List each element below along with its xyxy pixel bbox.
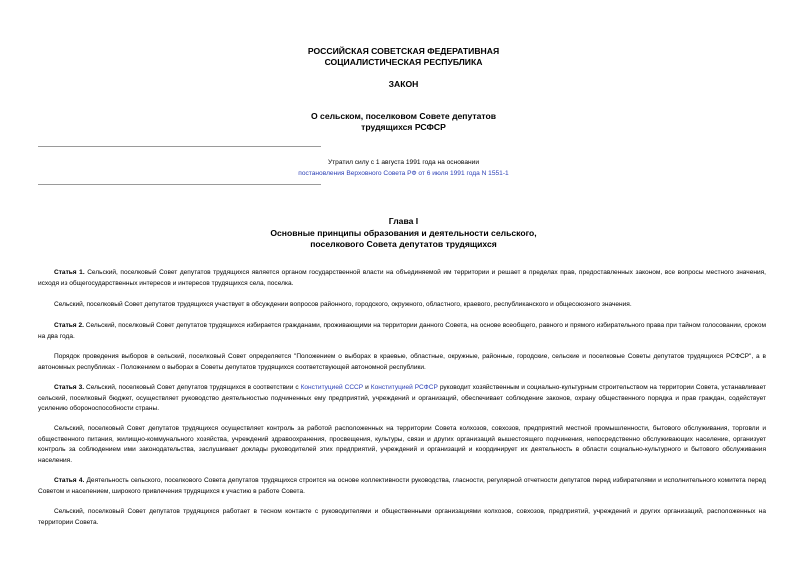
article-4-paragraph [38,476,766,497]
header-line-1: РОССИЙСКАЯ СОВЕТСКАЯ ФЕДЕРАТИВНАЯ [307,46,500,56]
article-3-paragraph-2: Сельский, поселковый Совет депутатов трудящихся осуществляет контроль за работой расположенных на территории Совета колхозов, совхозов, предприятий местной промышленности, бытового обслуживания, торговли и общественного питания, жилищно-коммунального хозяйства, учреждений здравоохранения, просвещения, культуры, связи и других организаций вышестоящего подчинения, непосредственно обслуживающих население, организует контроль за соблюдением ими законодательства, заслушивает доклады руководителей этих предприятий, учреждений и организаций и координирует их деятельность в области социально-культурного и бытового обслуживания населения. [38,425,766,464]
article-2-paragraph [38,321,766,342]
chapter-title-line-2: поселкового Совета депутатов трудящихся [310,239,497,249]
chapter-number: Глава I [388,216,419,226]
header-line-2: СОЦИАЛИСТИЧЕСКАЯ РЕСПУБЛИКА [324,57,483,67]
divider-bottom [38,184,321,185]
article-4-paragraph-2: Сельский, поселковый Совет депутатов трудящихся работает в тесном контакте с руководителями и общественными организациями колхозов, совхозов, предприятий, учреждений и других организаций, расположенных на территории Совета. [38,508,766,526]
ussr-constitution-link[interactable]: Конституцией СССР [300,384,364,391]
article-3-label: Статья 3. [54,384,85,391]
divider-top [38,146,321,147]
article-1-paragraph [38,268,766,289]
article-1-paragraph-2: Сельский, поселковый Совет депутатов трудящихся участвует в обсуждении вопросов районного, городского, окружного, областного, краевого, республиканского и общесоюзного значения. [54,301,632,308]
law-title-line-2: трудящихся РСФСР [361,122,446,132]
repeal-decree-link[interactable]: постановления Верховного Совета РФ от 6 июля 1991 года N 1551-1 [298,170,509,177]
article-1-text: Сельский, поселковый Совет депутатов трудящихся является органом государственной власти на объединяемой им территории и решает в пределах прав, предоставленных законом, все вопросы местного значения, исходя из общегосударственных интересов и интересов трудящихся села, поселка. [38,269,766,287]
article-4-label: Статья 4. [54,477,85,484]
law-title-line-1: О сельском, поселковом Совете депутатов [310,111,497,121]
rsfsr-constitution-link[interactable]: Конституцией РСФСР [370,384,438,391]
article-2-label: Статья 2. [54,322,84,329]
article-2-paragraph-2: Порядок проведения выборов в сельский, поселковый Совет определяется "Положением о выборах в краевые, областные, окружные, районные, городские, сельские и поселковые Советы депутатов трудящихся РСФСР", а в автономных республиках - Положением о выборах в Советы депутатов трудящихся соответствующей автономной республики. [38,353,766,371]
document-type: ЗАКОН [388,79,419,89]
article-3-text-b: руководит хозяйственным и социально-культурным строительством на территории Совета, устанавливает сельский, поселковый бюджет, осуществляет руководство деятельностью подчиненных ему предприятий, учреждений и организаций, обеспечивает соблюдение законов, охрану общественного порядка и прав граждан, содействует усилению обороноспособности страны. [38,384,766,413]
article-3-text-a: Сельский, поселковый Совет депутатов трудящихся в соответствии с [84,384,301,391]
article-4-text: Деятельность сельского, поселкового Совета депутатов трудящихся строится на основе коллективности руководства, гласности, регулярной отчетности депутатов перед избирателями и исполнительного комитета перед Советом и населением, широкого привлечения трудящихся к участию в работе Совета. [38,477,767,495]
article-1-label: Статья 1. [54,269,85,276]
status-note: Утратил силу с 1 августа 1991 года на основании [327,159,480,166]
article-3-paragraph [38,383,766,415]
article-3-conjunction: и [363,384,371,391]
article-2-text: Сельский, поселковый Совет депутатов трудящихся избирается гражданами, проживающими на территории данного Совета, на основе всеобщего, равного и прямого избирательного права при тайном голосовании, сроком на два года. [38,322,767,340]
chapter-title-line-1: Основные принципы образования и деятельности сельского, [270,228,537,238]
